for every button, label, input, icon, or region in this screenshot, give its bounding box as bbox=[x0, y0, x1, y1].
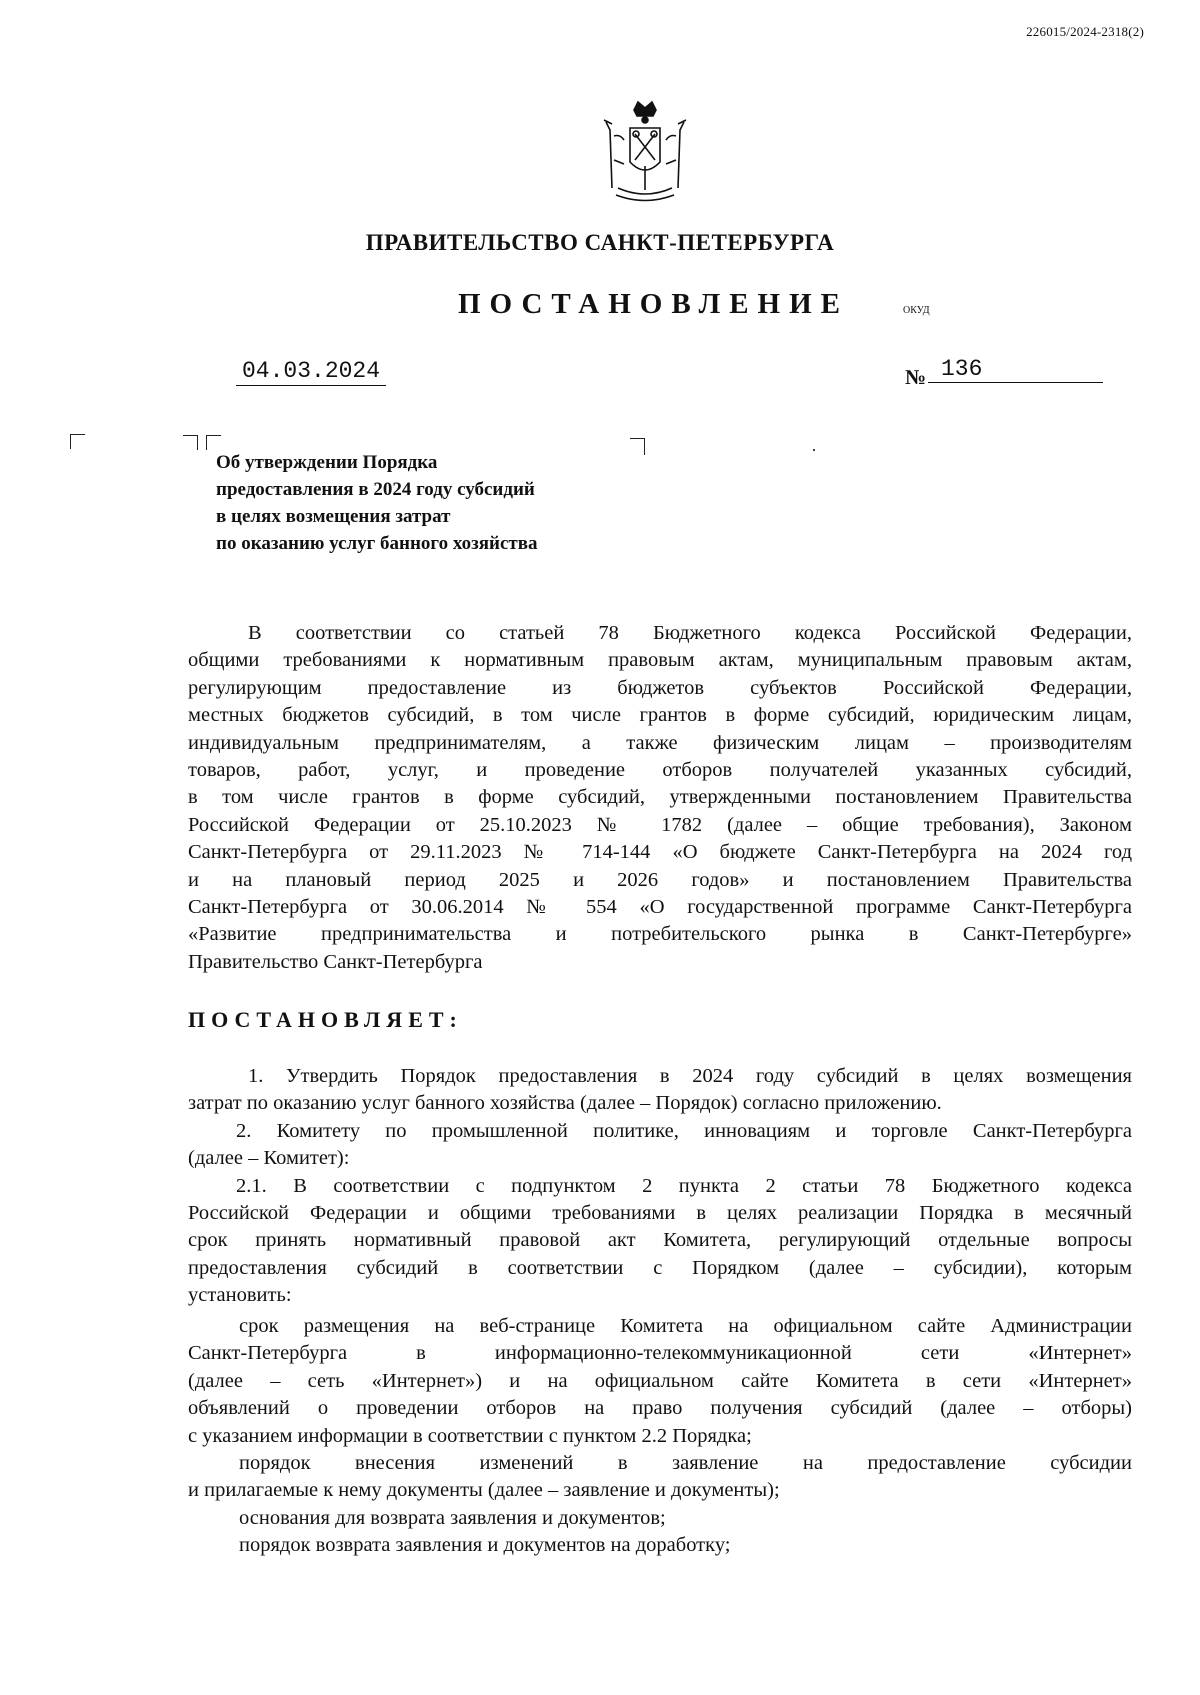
clause-block-2 bbox=[188, 1313, 1132, 1560]
scan-speck bbox=[813, 449, 815, 451]
preamble-line: Правительство Санкт-Петербурга bbox=[188, 950, 483, 973]
decree-date: 04.03.2024 bbox=[236, 358, 386, 386]
resolves-heading: ПОСТАНОВЛЯЕТ: bbox=[188, 1007, 463, 1032]
clause-line: (далее – сеть «Интернет») и на официальном сайте Комитета в сети «Интернет» bbox=[188, 1369, 1132, 1392]
clause-block-1 bbox=[188, 1063, 1132, 1310]
clause-line: Санкт-Петербурга в информационно-телекоммуникационной сети «Интернет» bbox=[188, 1342, 1132, 1365]
clause-line: объявлений о проведении отборов на право получения субсидий (далее – отборы) bbox=[188, 1397, 1132, 1420]
corner-mark bbox=[70, 434, 85, 449]
okud-label: ОКУД bbox=[903, 305, 930, 316]
preamble bbox=[188, 620, 1132, 976]
clause-line: срок размещения на веб-странице Комитета на официальном сайте Администрации bbox=[239, 1315, 1132, 1337]
clause-line: 1. Утвердить Порядок предоставления в 2024 году субсидий в целях возмещения bbox=[248, 1065, 1132, 1087]
preamble-line: Российской Федерации от 25.10.2023 № 1782 (далее – общие требования), Законом bbox=[188, 813, 1132, 836]
corner-mark bbox=[183, 435, 198, 450]
number-sign: № bbox=[905, 365, 927, 389]
clause-line: 2. Комитету по промышленной политике, инновациям и торговле Санкт-Петербурга bbox=[236, 1119, 1132, 1142]
preamble-line: товаров, работ, услуг, и проведение отборов получателей указанных субсидий, bbox=[188, 759, 1132, 782]
clause-line: предоставления субсидий в соответствии с Порядком (далее – субсидии), которым bbox=[188, 1256, 1132, 1279]
preamble-line: общими требованиями к нормативным правовым актам, муниципальным правовым актам, bbox=[188, 649, 1132, 672]
clause-line: срок принять нормативный правовой акт Комитета, регулирующий отдельные вопросы bbox=[188, 1229, 1132, 1252]
decree-number: 136 bbox=[928, 356, 1103, 383]
decree-title: ПОСТАНОВЛЕНИЕ bbox=[458, 288, 850, 320]
coat-of-arms-icon bbox=[600, 100, 690, 205]
preamble-line: индивидуальным предпринимателям, а также физическим лицам – производителям bbox=[188, 731, 1132, 754]
corner-mark bbox=[206, 435, 221, 450]
document-registration-number: 226015/2024-2318(2) bbox=[1026, 24, 1144, 39]
clause-line: затрат по оказанию услуг банного хозяйства (далее – Порядок) согласно приложению. bbox=[188, 1092, 942, 1115]
preamble-line: местных бюджетов субсидий, в том числе грантов в форме субсидий, юридическим лицам, bbox=[188, 704, 1132, 727]
clause-line: 2.1. В соответствии с подпунктом 2 пункта 2 статьи 78 Бюджетного кодекса bbox=[236, 1174, 1132, 1197]
preamble-line: Санкт-Петербурга от 29.11.2023 № 714-144 «О бюджете Санкт-Петербурга на 2024 год bbox=[188, 841, 1132, 864]
clause-line: с указанием информации в соответствии с пунктом 2.2 Порядка; bbox=[188, 1424, 752, 1447]
subject-line: Об утверждении Порядка bbox=[216, 452, 438, 473]
subject-line: в целях возмещения затрат bbox=[216, 506, 451, 527]
clause-line: основания для возврата заявления и документов; bbox=[239, 1506, 666, 1529]
preamble-line: и на плановый период 2025 и 2026 годов» и постановлением Правительства bbox=[188, 868, 1132, 891]
clause-line: установить: bbox=[188, 1284, 292, 1307]
corner-mark bbox=[630, 438, 645, 455]
clause-line: порядок возврата заявления и документов на доработку; bbox=[239, 1534, 731, 1557]
preamble-line: В соответствии со статьей 78 Бюджетного кодекса Российской Федерации, bbox=[248, 622, 1132, 644]
preamble-line: в том числе грантов в форме субсидий, утвержденными постановлением Правительства bbox=[188, 786, 1132, 809]
preamble-line: Санкт-Петербурга от 30.06.2014 № 554 «О государственной программе Санкт-Петербурга bbox=[188, 896, 1132, 919]
subject-line: по оказанию услуг банного хозяйства bbox=[216, 533, 538, 554]
decree-subject bbox=[216, 449, 538, 557]
preamble-line: «Развитие предпринимательства и потребительского рынка в Санкт-Петербурге» bbox=[188, 923, 1132, 946]
clause-line: и прилагаемые к нему документы (далее – заявление и документы); bbox=[188, 1479, 780, 1502]
clause-line: порядок внесения изменений в заявление на предоставление субсидии bbox=[239, 1452, 1132, 1475]
clause-line: (далее – Комитет): bbox=[188, 1147, 350, 1170]
government-title: ПРАВИТЕЛЬСТВО САНКТ-ПЕТЕРБУРГА bbox=[365, 230, 835, 255]
subject-line: предоставления в 2024 году субсидий bbox=[216, 479, 535, 500]
preamble-line: регулирующим предоставление из бюджетов субъектов Российской Федерации, bbox=[188, 676, 1132, 699]
clause-line: Российской Федерации и общими требованиями в целях реализации Порядка в месячный bbox=[188, 1202, 1132, 1225]
